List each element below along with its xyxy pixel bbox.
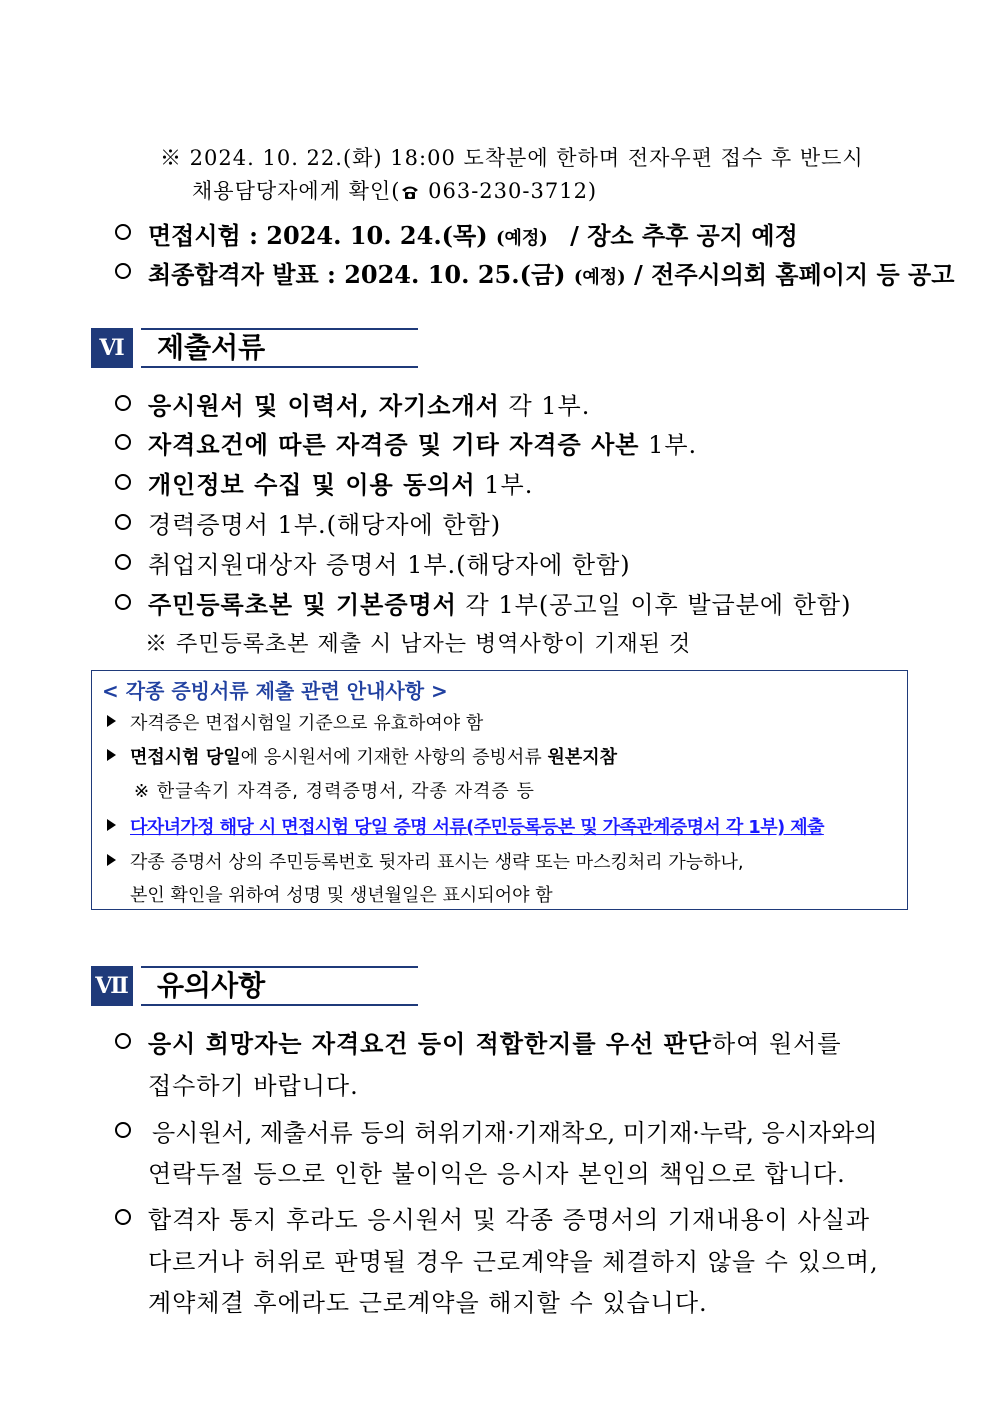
bullet-icon — [115, 263, 131, 279]
caution-3-line3: 계약체결 후에라도 근로계약을 해지할 수 있습니다. — [148, 1289, 708, 1317]
final-announcement — [148, 255, 954, 290]
info-item-4-line2: 본인 확인을 위하여 성명 및 생년월일은 표시되어야 함 — [130, 885, 553, 906]
triangle-bullet-icon — [107, 715, 116, 727]
caution-1-line1: 응시 희망자는 자격요건 등이 적합한지를 우선 판단하여 원서를 — [148, 1029, 842, 1058]
bullet-icon — [115, 1209, 131, 1225]
deadline-note-line2 — [192, 175, 597, 205]
doc-item-2: 자격요건에 따른 자격증 및 기타 자격증 사본 1부. — [148, 430, 698, 459]
info-item-3: 다자녀가정 해당 시 면접시험 당일 증명 서류(주민등록등본 및 가족관계증명서 각 1부) 제출 — [130, 817, 824, 838]
caution-3-line1: 합격자 통지 후라도 응시원서 및 각종 증명서의 기재내용이 사실과 — [148, 1206, 870, 1234]
section-7-title: 유의사항 — [141, 966, 418, 1006]
doc-item-5: 취업지원대상자 증명서 1부.(해당자에 한함) — [148, 551, 631, 579]
doc-item-4: 경력증명서 1부.(해당자에 한함) — [148, 511, 502, 539]
bullet-icon — [115, 514, 131, 530]
deadline-note-line1: ※ 2024. 10. 22.(화) 18:00 도착분에 한하며 전자우편 접수 후 반드시 — [160, 146, 864, 170]
bullet-icon — [115, 594, 131, 610]
interview-paren: (예정) — [495, 228, 548, 249]
triangle-bullet-icon — [107, 819, 116, 831]
info-item-2: 면접시험 당일에 응시원서에 기재한 사항의 증빙서류 원본지참 — [130, 747, 617, 768]
section-7-number: Ⅶ — [91, 966, 133, 1006]
bullet-icon — [115, 1033, 131, 1049]
info-item-4-line1: 각종 증명서 상의 주민등록번호 뒷자리 표시는 생략 또는 마스킹처리 가능하나, — [130, 852, 744, 873]
section-6-title: 제출서류 — [141, 328, 418, 368]
interview-schedule — [148, 216, 798, 251]
caution-2-line1: 응시원서, 제출서류 등의 허위기재·기재착오, 미기재·누락, 응시자와의 — [152, 1119, 878, 1147]
caution-1-line2: 접수하기 바랍니다. — [148, 1072, 359, 1100]
bullet-icon — [115, 224, 131, 240]
doc-item-6: 주민등록초본 및 기본증명서 각 1부(공고일 이후 발급분에 한함) — [148, 590, 852, 619]
interview-label: 면접시험 : 2024. 10. 24.(목) — [148, 221, 488, 250]
evidence-info-box — [91, 670, 908, 910]
triangle-bullet-icon — [107, 854, 116, 866]
bullet-icon — [115, 434, 131, 450]
triangle-bullet-icon — [107, 749, 116, 761]
interview-tail: / 장소 추후 공지 예정 — [570, 221, 798, 250]
info-box-title: < 각종 증빙서류 제출 관련 안내사항 > — [102, 679, 448, 703]
section-6-number: Ⅵ — [91, 328, 133, 368]
info-item-1: 자격증은 면접시험일 기준으로 유효하여야 함 — [130, 713, 484, 734]
bullet-icon — [115, 474, 131, 490]
section-6-note: ※ 주민등록초본 제출 시 남자는 병역사항이 기재된 것 — [145, 632, 692, 657]
doc-item-1: 응시원서 및 이력서, 자기소개서 각 1부. — [148, 391, 591, 420]
phone-icon — [400, 181, 420, 205]
phone-number: 063-230-3712) — [420, 179, 598, 203]
final-tail: / 전주시의회 홈페이지 등 공고 — [634, 260, 955, 289]
info-item-2-note: ※ 한글속기 자격증, 경력증명서, 각종 자격증 등 — [134, 781, 535, 802]
caution-2-line2: 연락두절 등으로 인한 불이익은 응시자 본인의 책임으로 합니다. — [148, 1160, 846, 1188]
deadline-note-text: 채용담당자에게 확인( — [192, 179, 401, 203]
doc-item-3: 개인정보 수집 및 이용 동의서 1부. — [148, 470, 534, 499]
final-label: 최종합격자 발표 : 2024. 10. 25.(금) — [148, 260, 566, 289]
bullet-icon — [115, 395, 131, 411]
caution-3-line2: 다르거나 허위로 판명될 경우 근로계약을 체결하지 않을 수 있으며, — [148, 1248, 879, 1276]
final-paren: (예정) — [573, 267, 626, 288]
bullet-icon — [115, 554, 131, 570]
bullet-icon — [115, 1122, 131, 1138]
